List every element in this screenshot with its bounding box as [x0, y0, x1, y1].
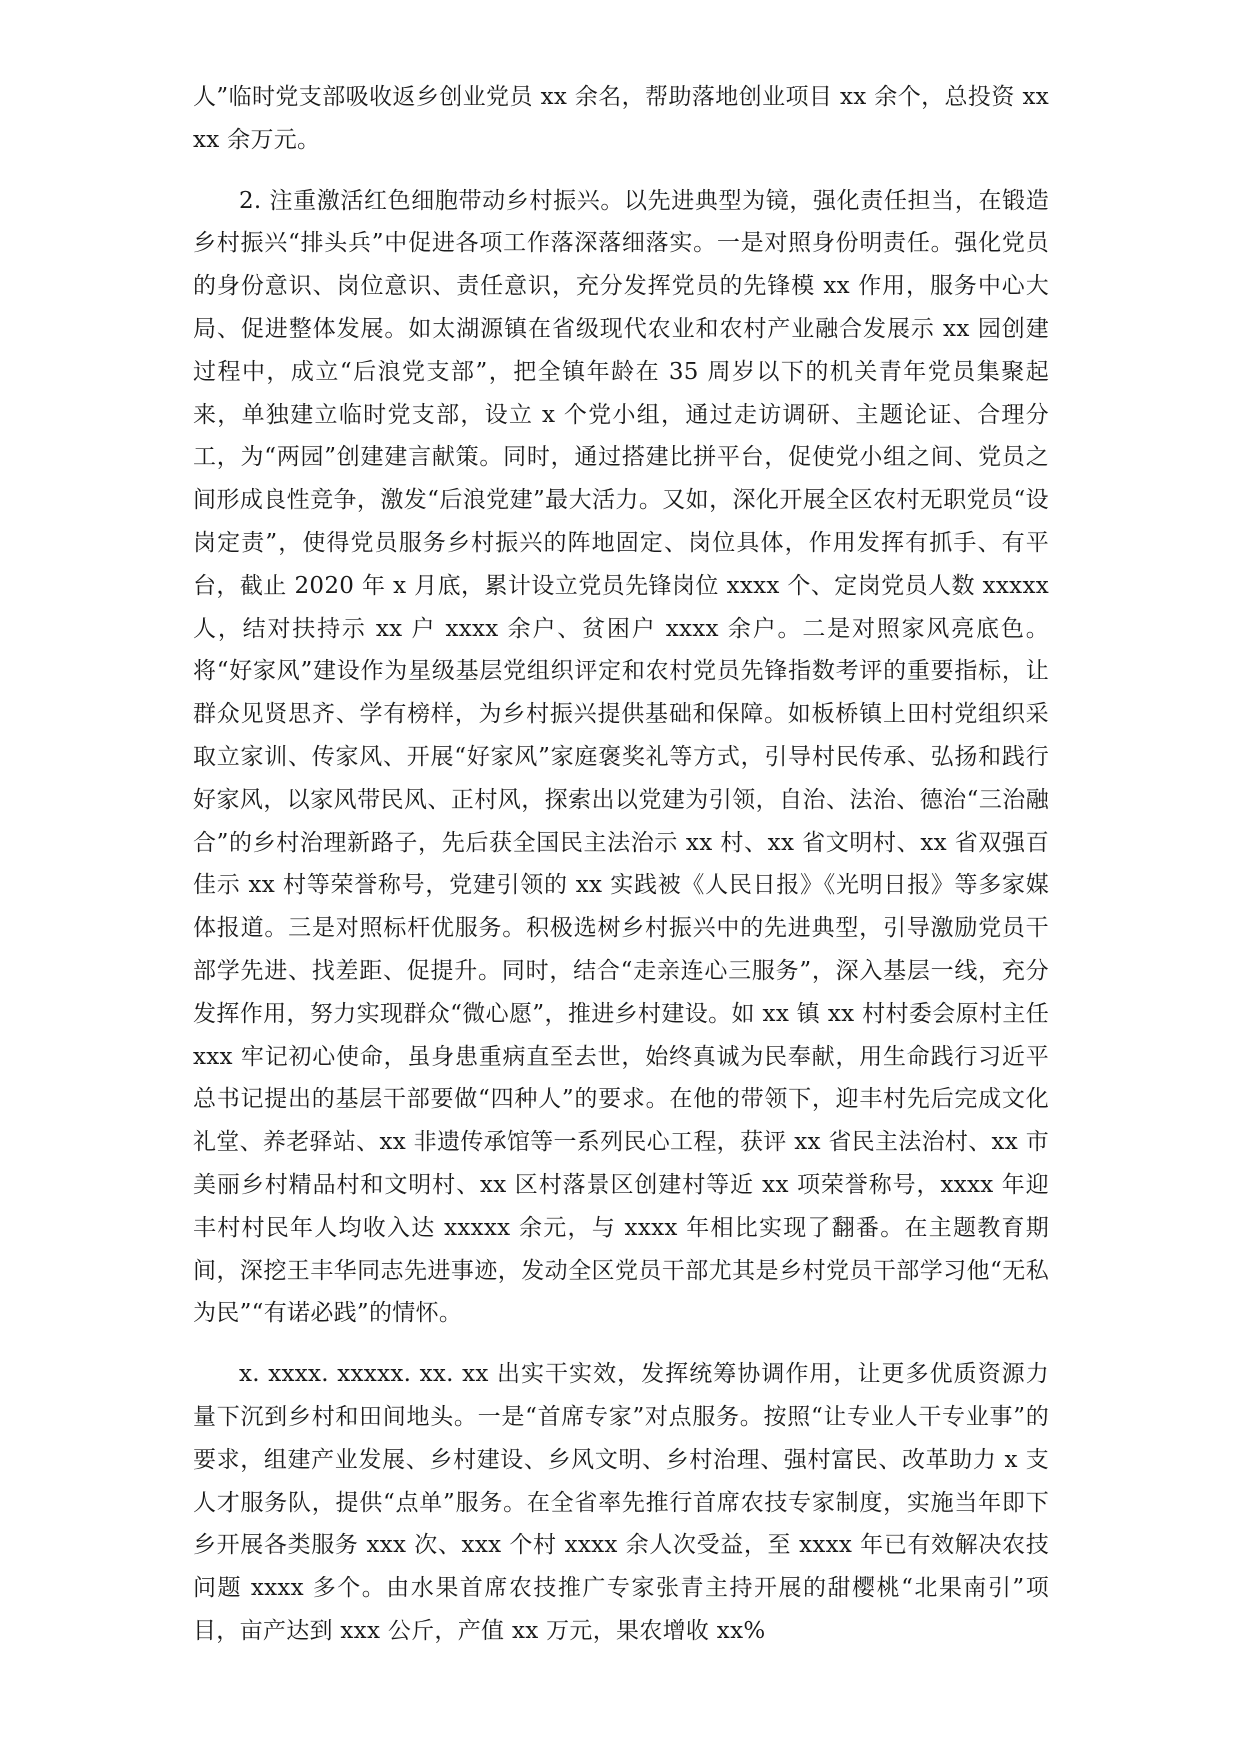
paragraph-red-cells: 2. 注重激活红色细胞带动乡村振兴。以先进典型为镜，强化责任担当，在锻造乡村振兴“排头兵”中促进各项工作落深落细落实。一是对照身份明责任。强化党员的身份意识、岗位意识、责任意识，充分发挥党员的先锋模 xx 作用，服务中心大局、促进整体发展。如太湖源镇在省级现代农业和农村产业融合发展示 xx 园创建过程中，成立“后浪党支部”，把全镇年龄在 35 周岁以下的机关青年党员集聚起来，单独建立临时党支部，设立 x 个党小组，通过走访调研、主题论证、合理分工，为“两园”创建建言献策。同时，通过搭建比拼平台，促使党小组之间、党员之间形成良性竞争，激发“后浪党建”最大活力。又如，深化开展全区农村无职党员“设岗定责”，使得党员服务乡村振兴的阵地固定、岗位具体，作用发挥有抓手、有平台，截止 2020 年 x 月底，累计设立党员先锋岗位 xxxx 个、定岗党员人数 xxxxx 人，结对扶持示 xx 户 xxxx 余户、贫困户 xxxx 余户。二是对照家风亮底色。将“好家风”建设作为星级基层党组织评定和农村党员先锋指数考评的重要指标，让群众见贤思齐、学有榜样，为乡村振兴提供基础和保障。如板桥镇上田村党组织采取立家训、传家风、开展“好家风”家庭褒奖礼等方式，引导村民传承、弘扬和践行好家风，以家风带民风、正村风，探索出以党建为引领，自治、法治、德治“三治融合”的乡村治理新路子，先后获全国民主法治示 xx 村、xx 省文明村、xx 省双强百佳示 xx 村等荣誉称号，党建引领的 xx 实践被《人民日报》《光明日报》等多家媒体报道。三是对照标杆优服务。积极选树乡村振兴中的先进典型，引导激励党员干部学先进、找差距、促提升。同时，结合“走亲连心三服务”，深入基层一线，充分发挥作用，努力实现群众“微心愿”，推进乡村建设。如 xx 镇 xx 村村委会原村主任 xxx 牢记初心使命，虽身患重病直至去世，始终真诚为民奉献，用生命践行习近平总书记提出的基层干部要做“四种人”的要求。在他的带领下，迎丰村先后完成文化礼堂、养老驿站、xx 非遗传承馆等一系列民心工程，获评 xx 省民主法治村、xx 市美丽乡村精品村和文明村、xx 区村落景区创建村等近 xx 项荣誉称号，xxxx 年迎丰村村民年人均收入达 xxxxx 余元，与 xxxx 年相比实现了翻番。在主题教育期间，深挖王丰华同志先进事迹，发动全区党员干部尤其是乡村党员干部学习他“无私为民”“有诺必践”的情怀。: [193, 187, 1049, 1327]
paragraph-continuation: 人”临时党支部吸收返乡创业党员 xx 余名，帮助落地创业项目 xx 余个，总投资 xxxx 余万元。: [193, 84, 1049, 153]
paragraph-practical-results: x. xxxx. xxxxx. xx. xx 出实干实效，发挥统筹协调作用，让更多优质资源力量下沉到乡村和田间地头。一是“首席专家”对点服务。按照“让专业人干专业事”的要求，组建产业发展、乡村建设、乡风文明、乡村治理、强村富民、改革助力 x 支人才服务队，提供“点单”服务。在全省率先推行首席农技专家制度，实施当年即下乡开展各类服务 xxx 次、xxx 个村 xxxx 余人次受益，至 xxxx 年已有效解决农技问题 xxxx 多个。由水果首席农技推广专家张青主持开展的甜樱桃“北果南引”项目，亩产达到 xxx 公斤，产值 xx 万元，果农增收 xx%: [193, 1361, 1049, 1644]
paragraph-gap: [193, 1335, 1049, 1353]
paragraph-gap: [193, 162, 1049, 180]
document-body: [193, 76, 1049, 1653]
